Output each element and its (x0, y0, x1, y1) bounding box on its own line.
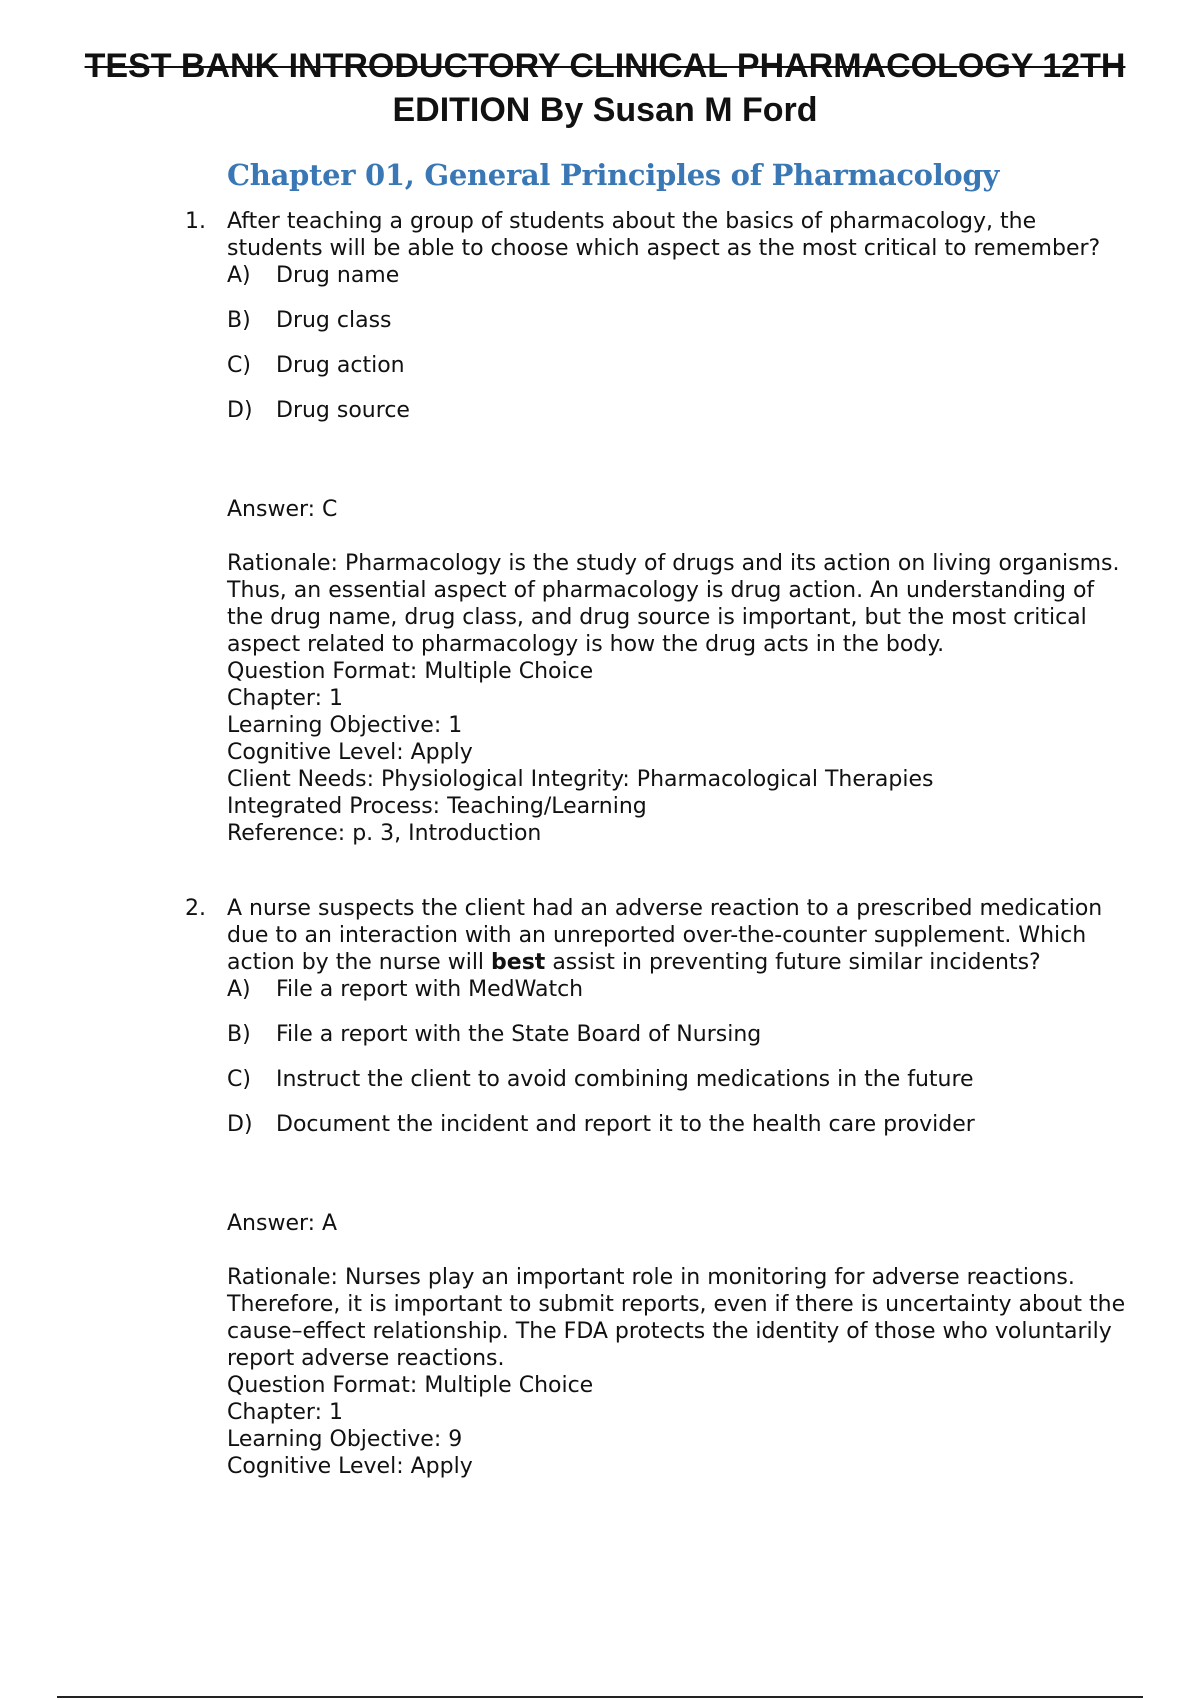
answer: Answer: A (227, 1211, 338, 1236)
option-b (227, 1021, 1135, 1048)
option-letter: D) (227, 398, 253, 423)
option-letter: A) (227, 263, 251, 288)
meta-integrated-process: Integrated Process: Teaching/Learning (227, 794, 647, 819)
option-text: Drug source (276, 398, 410, 423)
meta-chapter: Chapter: 1 (227, 686, 343, 711)
question-number: 1. (185, 209, 206, 234)
option-text: Drug name (276, 263, 400, 288)
option-letter: C) (227, 1067, 251, 1092)
chapter-heading: Chapter 01, General Principles of Pharmacology (227, 158, 1000, 192)
meta-chapter: Chapter: 1 (227, 1400, 343, 1425)
question-stem-emphasis: best (491, 950, 546, 975)
option-text: Drug class (276, 308, 392, 333)
option-d (227, 1111, 1135, 1138)
rationale: Rationale: Nurses play an important role in monitoring for adverse reactions. Therefore, it is important to submit reports, even if there is uncertainty about the cause–effect relationship. The FDA protects the identity of those who voluntarily report adverse reactions. (227, 1265, 1126, 1371)
option-d (227, 397, 1135, 424)
option-text: File a report with the State Board of Nursing (276, 1022, 762, 1047)
question-number: 2. (185, 896, 206, 921)
option-letter: B) (227, 308, 251, 333)
rationale: Rationale: Pharmacology is the study of drugs and its action on living organisms. Thus, an essential aspect of pharmacology is drug action. An understanding of the drug name, drug class, and drug source is important, but the most critical aspect related to pharmacology is how the drug acts in the body. (227, 551, 1120, 657)
meta-learning-objective: Learning Objective: 9 (227, 1427, 463, 1452)
meta-client-needs: Client Needs: Physiological Integrity: Pharmacological Therapies (227, 767, 934, 792)
question-stem (227, 895, 1135, 976)
document-title-line2: EDITION By Susan M Ford (392, 91, 818, 129)
page-bottom-rule (57, 1696, 1143, 1698)
meta-reference: Reference: p. 3, Introduction (227, 821, 542, 846)
option-letter: D) (227, 1112, 253, 1137)
question-1 (185, 208, 1135, 847)
document-title (40, 44, 1170, 132)
option-a (227, 262, 1135, 289)
option-letter: B) (227, 1022, 251, 1047)
answer: Answer: C (227, 497, 338, 522)
option-text: File a report with MedWatch (276, 977, 584, 1002)
option-text: Drug action (276, 353, 405, 378)
meta-cognitive-level: Cognitive Level: Apply (227, 740, 473, 765)
option-letter: A) (227, 977, 251, 1002)
question-stem-part: A nurse suspects the client had an adverse reaction to a prescribed medication due to an interaction with an unreported over-the-counter supplement. Which action by the nurse will (227, 896, 1103, 975)
meta-learning-objective: Learning Objective: 1 (227, 713, 463, 738)
option-letter: C) (227, 353, 251, 378)
option-b (227, 307, 1135, 334)
option-text: Document the incident and report it to the health care provider (276, 1112, 975, 1137)
question-stem: After teaching a group of students about the basics of pharmacology, the students will be able to choose which aspect as the most critical to remember? (227, 209, 1101, 261)
meta-question-format: Question Format: Multiple Choice (227, 1373, 594, 1398)
option-text: Instruct the client to avoid combining medications in the future (276, 1067, 974, 1092)
option-c (227, 1066, 1135, 1093)
question-2 (185, 895, 1135, 1480)
question-stem-part: assist in preventing future similar incidents? (545, 950, 1041, 975)
document-title-line1: TEST BANK INTRODUCTORY CLINICAL PHARMACOLOGY 12TH (84, 47, 1126, 85)
option-a (227, 976, 1135, 1003)
option-c (227, 352, 1135, 379)
meta-cognitive-level: Cognitive Level: Apply (227, 1454, 473, 1479)
meta-question-format: Question Format: Multiple Choice (227, 659, 594, 684)
